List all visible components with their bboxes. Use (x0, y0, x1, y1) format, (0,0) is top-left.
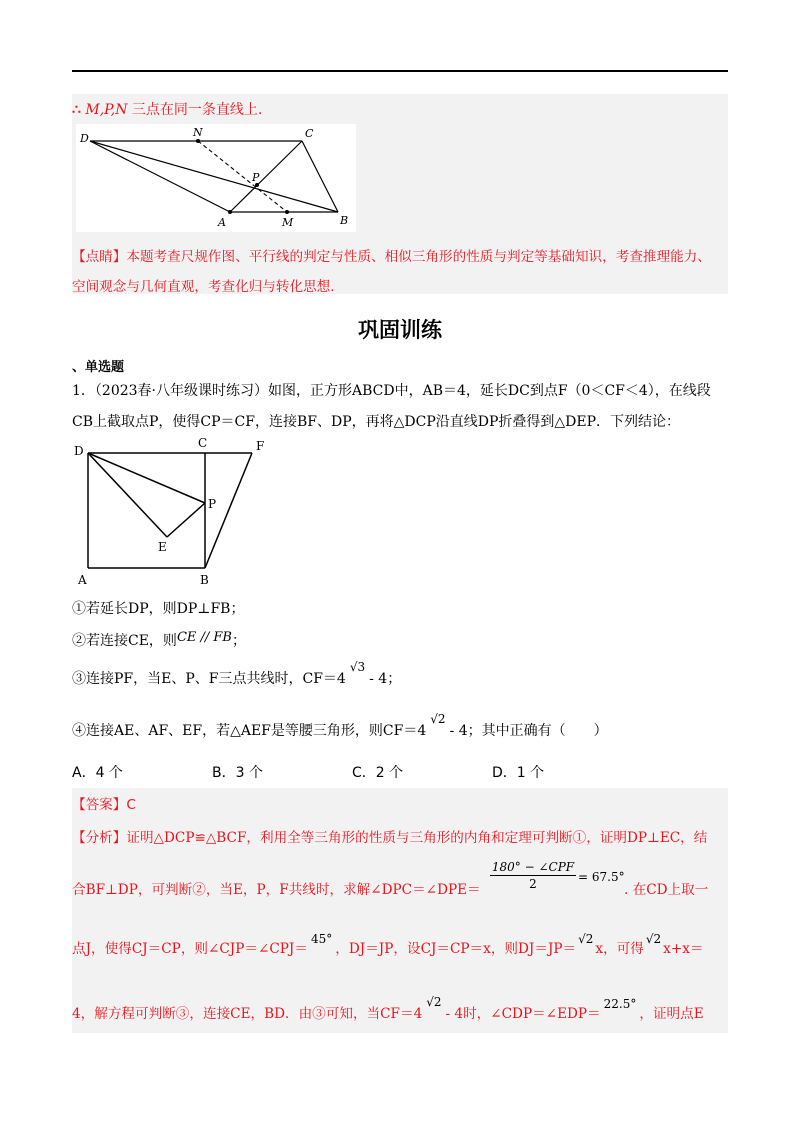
question-type: 、单选题 (72, 360, 125, 375)
fig1-label-n: N (193, 126, 203, 139)
fig2-label-c: C (198, 436, 208, 450)
option-c: C．2 个 (352, 765, 404, 781)
analysis-angle-45: 45° (310, 932, 333, 946)
analysis-line4-pre: 4，解方程可判断③，连接CE，BD．由③可知，当CF＝4 (72, 1006, 423, 1022)
statement-3 (72, 660, 402, 688)
analysis-line2-post: . 在CD上取一 (624, 882, 709, 898)
statement-4-post: - 4；其中正确有（ ） (449, 723, 608, 739)
fig2-label-a: A (78, 573, 87, 587)
analysis-line3 (72, 932, 704, 957)
statement-4-root: √2 (430, 712, 446, 726)
figure-square-abcd (72, 436, 272, 588)
option-a: A．4 个 (72, 765, 123, 781)
statement-3-post: - 4； (369, 671, 402, 687)
analysis-line2 (72, 878, 481, 898)
statement-1: ①若延长DP，则DP⊥FB； (72, 601, 245, 617)
analysis-line2-pre: 合BF⊥DP，可判断②，当E，P，F共线时，求解∠DPC＝∠DPE＝ (72, 882, 481, 898)
analysis-line3-end: x+x＝ (663, 941, 704, 957)
question-line1: 1．（2023春·八年级课时练习）如图，正方形ABCD中，AB＝4，延长DC到点F（0＜CF＜4），在线段 (72, 383, 711, 399)
statement-3-root: √3 (349, 660, 366, 674)
fraction-numerator: 180° − ∠CPF (491, 860, 575, 874)
fig2-label-p: P (208, 497, 217, 511)
statement-2-formula: CE // FB (176, 630, 232, 645)
analysis-line3-mid: ，DJ＝JP，设CJ＝CP＝x，则DJ＝JP＝ (335, 941, 577, 957)
conclusion-text: 三点在同一条直线上. (131, 102, 263, 118)
fig1-label-c: C (305, 127, 314, 140)
header-rule (72, 70, 728, 72)
dianjing-line2: 空间观念与几何直观，考查化归与转化思想. (72, 279, 335, 295)
answer-line: 【答案】C (72, 797, 136, 813)
option-b: B．3 个 (212, 765, 263, 781)
analysis-line4-end: ，证明点E (639, 1006, 704, 1022)
dianjing-line1: 【点睛】本题考查尺规作图、平行线的判定与性质、相似三角形的性质与判定等基础知识，考查推理能力、 (72, 249, 711, 265)
analysis-line3-pre: 点J，使得CJ＝CP，则∠CJP＝∠CPJ＝ (72, 941, 308, 957)
analysis-line1: 【分析】证明△DCP≌△BCF，利用全等三角形的性质与三角形的内角和定理可判断①，证明DP⊥EC，结 (72, 830, 708, 846)
section-title: 巩固训练 (358, 318, 442, 342)
fig1-label-d: D (80, 132, 89, 145)
fig1-label-p: P (252, 171, 260, 184)
fig2-label-f: F (256, 439, 265, 453)
analysis-root-3: √2 (426, 995, 442, 1009)
therefore-symbol: ∴ (72, 102, 81, 118)
statement-2-post: ； (231, 633, 246, 649)
fig1-label-m: M (282, 216, 294, 229)
analysis-root-1: √2 (578, 932, 594, 946)
figure-dncpamb (76, 124, 356, 232)
statement-4-pre: ④连接AE、AF、EF，若△AEF是等腰三角形，则CF＝4 (72, 723, 427, 739)
conclusion-line (72, 99, 262, 119)
statement-2-pre: ②若连接CE，则 (72, 633, 177, 649)
fig1-label-a: A (218, 216, 226, 229)
points-mpn: M,P,N (85, 102, 128, 118)
angle-fraction (490, 860, 576, 891)
fig1-label-b: B (340, 214, 349, 227)
statement-4 (72, 712, 608, 740)
option-d: D．1 个 (492, 765, 545, 781)
question-line2: CB上截取点P，使得CP＝CF，连接BF、DP，再将△DCP沿直线DP折叠得到△DEP．下列结论： (72, 414, 681, 430)
fraction-denominator: 2 (529, 877, 537, 891)
analysis-angle-22: 22.5° (603, 997, 637, 1011)
fraction-value: = 67.5° (578, 870, 625, 884)
analysis-root-2: √2 (645, 932, 662, 946)
statement-2 (72, 630, 246, 650)
analysis-line4 (72, 995, 704, 1022)
analysis-line3-x: x，可得 (595, 941, 644, 957)
fig2-label-b: B (200, 573, 209, 587)
fig2-label-d: D (74, 444, 84, 458)
fig2-label-e: E (158, 540, 167, 554)
analysis-line4-mid: - 4时，∠CDP＝∠EDP＝ (445, 1006, 601, 1022)
statement-3-pre: ③连接PF，当E、P、F三点共线时，CF＝4 (72, 671, 346, 687)
